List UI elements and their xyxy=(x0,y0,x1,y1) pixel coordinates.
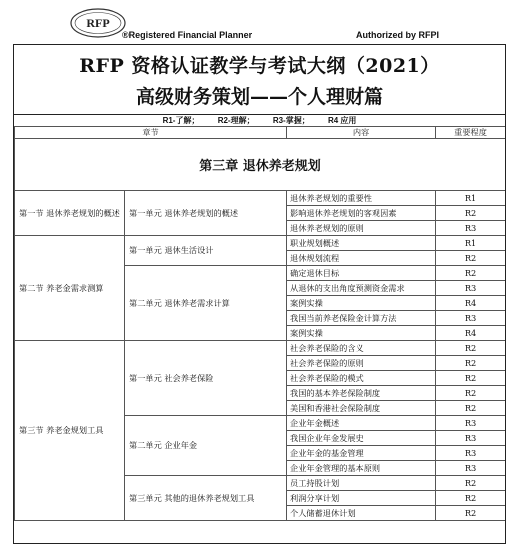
content-cell: 我国当前养老保险金计算方法 xyxy=(287,311,436,326)
level-cell: R1 xyxy=(436,236,506,251)
section-cell: 第三节 养老金规划工具 xyxy=(15,341,125,521)
registered-label: ®Registered Financial Planner xyxy=(122,30,253,40)
legend-r1: R1-了解； xyxy=(162,116,200,125)
level-cell: R3 xyxy=(436,461,506,476)
authorized-label: Authorized by RFPI xyxy=(356,30,439,40)
content-cell: 社会养老保险的模式 xyxy=(287,371,436,386)
section-cell: 第二节 养老金需求测算 xyxy=(15,236,125,341)
table-header-row xyxy=(15,127,506,139)
content-cell: 退休规划流程 xyxy=(287,251,436,266)
level-cell: R3 xyxy=(436,311,506,326)
header-content: 内容 xyxy=(287,127,436,139)
content-cell: 美国和香港社会保险制度 xyxy=(287,401,436,416)
syllabus-frame xyxy=(13,44,506,544)
content-cell: 影响退休养老规划的客观因素 xyxy=(287,206,436,221)
content-cell: 社会养老保险的含义 xyxy=(287,341,436,356)
level-cell: R2 xyxy=(436,476,506,491)
level-cell: R2 xyxy=(436,266,506,281)
level-cell: R2 xyxy=(436,206,506,221)
level-cell: R2 xyxy=(436,356,506,371)
document-title: RFP 资格认证教学与考试大纲（2021） xyxy=(79,55,440,77)
syllabus-table xyxy=(14,126,506,521)
content-cell: 从退休的支出角度预测资金需求 xyxy=(287,281,436,296)
content-cell: 案例实操 xyxy=(287,296,436,311)
rfp-logo-icon xyxy=(70,8,126,38)
content-cell: 确定退休目标 xyxy=(287,266,436,281)
unit-cell: 第一单元 社会养老保险 xyxy=(125,341,287,416)
content-cell: 企业年金概述 xyxy=(287,416,436,431)
logo-text: RFP xyxy=(86,16,110,30)
level-cell: R3 xyxy=(436,221,506,236)
content-cell: 案例实操 xyxy=(287,326,436,341)
legend-r4: R4 应用 xyxy=(327,116,357,125)
content-cell: 我国的基本养老保险制度 xyxy=(287,386,436,401)
section-cell: 第一节 退休养老规划的概述 xyxy=(15,191,125,236)
level-cell: R2 xyxy=(436,386,506,401)
page-header xyxy=(0,0,520,44)
chapter-title: 第三章 退休养老规划 xyxy=(15,139,506,191)
level-cell: R3 xyxy=(436,431,506,446)
legend-r2: R2-理解； xyxy=(217,116,255,125)
level-cell: R2 xyxy=(436,251,506,266)
level-cell: R2 xyxy=(436,401,506,416)
table-row xyxy=(15,236,506,251)
level-cell: R2 xyxy=(436,506,506,521)
document-subtitle: 高级财务策划——个人理财篇 xyxy=(135,86,383,108)
unit-cell: 第二单元 企业年金 xyxy=(125,416,287,476)
unit-cell: 第一单元 退休生活设计 xyxy=(125,236,287,266)
header-level: 重要程度 xyxy=(436,127,506,139)
content-cell: 员工持股计划 xyxy=(287,476,436,491)
content-cell: 企业年金管理的基本原则 xyxy=(287,461,436,476)
content-cell: 个人储蓄退休计划 xyxy=(287,506,436,521)
level-cell: R2 xyxy=(436,341,506,356)
content-cell: 利润分享计划 xyxy=(287,491,436,506)
content-cell: 退休养老规划的重要性 xyxy=(287,191,436,206)
level-cell: R4 xyxy=(436,296,506,311)
level-cell: R1 xyxy=(436,191,506,206)
header-section: 章节 xyxy=(15,127,287,139)
content-cell: 职业规划概述 xyxy=(287,236,436,251)
unit-cell: 第二单元 退休养老需求计算 xyxy=(125,266,287,341)
content-cell: 企业年金的基金管理 xyxy=(287,446,436,461)
unit-cell: 第三单元 其他的退休养老规划工具 xyxy=(125,476,287,521)
level-cell: R3 xyxy=(436,416,506,431)
level-cell: R3 xyxy=(436,281,506,296)
level-cell: R3 xyxy=(436,446,506,461)
content-cell: 退休养老规划的原则 xyxy=(287,221,436,236)
table-row xyxy=(15,191,506,206)
content-cell: 社会养老保险的原则 xyxy=(287,356,436,371)
table-row xyxy=(15,341,506,356)
chapter-row xyxy=(15,139,506,191)
legend-r3: R3-掌握； xyxy=(272,116,310,125)
unit-cell: 第一单元 退休养老规划的概述 xyxy=(125,191,287,236)
level-cell: R2 xyxy=(436,371,506,386)
level-cell: R4 xyxy=(436,326,506,341)
level-cell: R2 xyxy=(436,491,506,506)
content-cell: 我国企业年金发展史 xyxy=(287,431,436,446)
